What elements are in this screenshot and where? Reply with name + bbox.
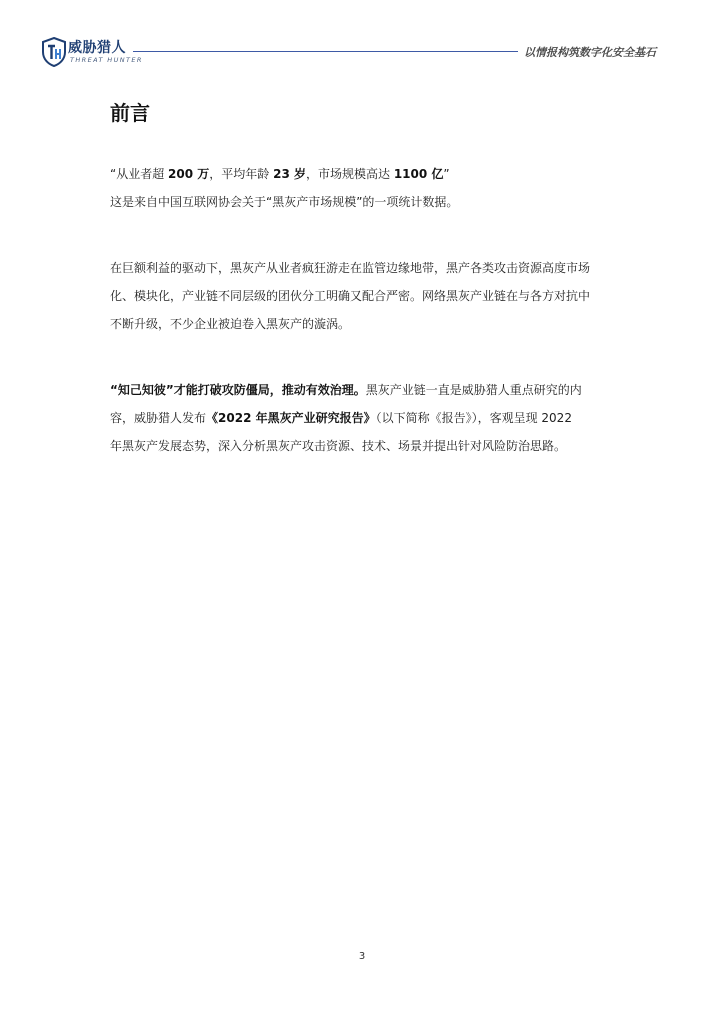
- quote-part-1: “从业者超: [110, 167, 169, 181]
- paragraph-3-line-1-rest: 黑灰产业链一直是威胁猎人重点研究的内: [365, 383, 582, 397]
- document-body: [110, 96, 620, 460]
- paragraph-3-bold-lead: “知己知彼”才能打破攻防僵局，推动有效治理。: [110, 383, 366, 397]
- paragraph-3-line-2-post: （以下简称《报告》），客观呈现 2022: [375, 411, 572, 425]
- page-number: 3: [358, 951, 366, 962]
- paragraph-3-line-3: 年黑灰产发展态势，深入分析黑灰产攻击资源、技术、场景并提出针对风险防治思路。: [110, 439, 567, 453]
- quote-bold-practitioners: 200 万: [168, 167, 210, 181]
- paragraph-2-line-2: 化、模块化，产业链不同层级的团伙分工明确又配合严密。网络黑灰产业链在与各方对抗中: [110, 289, 591, 303]
- quote-part-3: ，市场规模高达: [306, 167, 394, 181]
- paragraph-3-line-2: [110, 404, 620, 432]
- quote-bold-age: 23 岁: [273, 167, 306, 181]
- header-divider: [133, 51, 518, 52]
- logo-chinese-text: 威胁猎人: [68, 40, 126, 56]
- section-title: 前言: [110, 101, 150, 125]
- paragraph-2-line-1: 在巨额利益的驱动下，黑灰产从业者疯狂游走在监管边缘地带，黑产各类攻击资源高度市场: [110, 261, 591, 275]
- quote-bold-market: 1100 亿: [393, 167, 444, 181]
- page-header: [0, 0, 724, 80]
- report-title-bold: 《2022 年黑灰产业研究报告》: [206, 411, 376, 425]
- paragraph-3-line-2-pre: 容，威胁猎人发布: [110, 411, 207, 425]
- quote-part-4: ”: [443, 167, 450, 181]
- paragraph-3-line-1: [110, 376, 620, 404]
- quote-part-2: ，平均年龄: [209, 167, 274, 181]
- statistic-quote: [110, 160, 620, 188]
- header-tagline: 以情报构筑数字化安全基石: [524, 46, 656, 59]
- company-logo: [42, 37, 143, 69]
- source-line: 这是来自中国互联网协会关于“黑灰产市场规模”的一项统计数据。: [110, 195, 459, 209]
- shield-logo-icon: [42, 37, 66, 67]
- paragraph-2-line-3: 不断升级，不少企业被迫卷入黑灰产的漩涡。: [110, 317, 351, 331]
- logo-english-text: THREAT HUNTER: [70, 56, 143, 64]
